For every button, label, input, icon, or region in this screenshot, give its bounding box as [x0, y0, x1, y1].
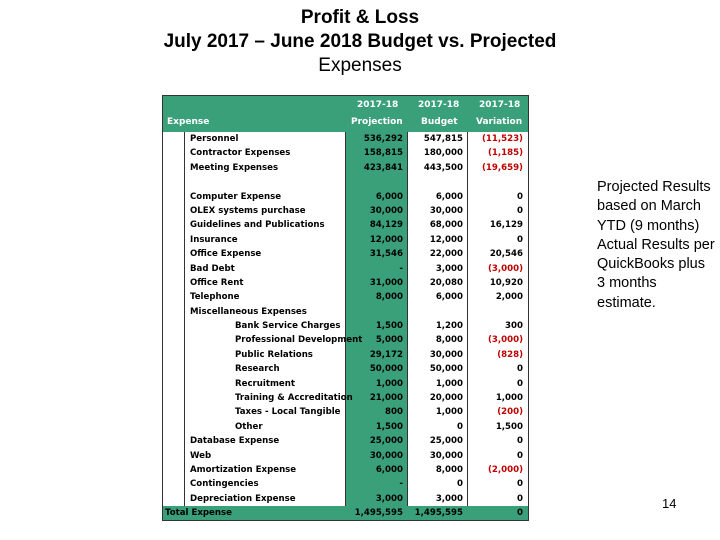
- row-budget: 8,000: [435, 335, 463, 346]
- row-projection: -: [399, 263, 403, 274]
- row-budget: 12,000: [429, 234, 463, 245]
- table-row: [163, 191, 528, 205]
- table-row: [163, 320, 528, 334]
- table-row: [163, 450, 528, 464]
- row-label: Bad Debt: [190, 263, 235, 274]
- row-projection: 31,000: [369, 277, 403, 288]
- row-variation: 0: [517, 450, 523, 461]
- page-subtitle-expenses: Expenses: [318, 55, 402, 76]
- table-row: [163, 291, 528, 305]
- row-projection: 158,815: [363, 148, 403, 159]
- row-label: Taxes - Local Tangible: [235, 407, 341, 418]
- table-header: [163, 96, 528, 132]
- row-budget: 30,000: [429, 349, 463, 360]
- row-label: Recruitment: [235, 378, 295, 389]
- header-variation-year: 2017-18: [479, 100, 521, 110]
- row-budget: 180,000: [423, 148, 463, 159]
- row-projection: 21,000: [369, 393, 403, 404]
- row-label: Contractor Expenses: [190, 148, 291, 159]
- row-label: Public Relations: [235, 349, 313, 360]
- row-budget: 30,000: [429, 205, 463, 216]
- row-variation: 1,500: [495, 421, 523, 432]
- row-variation: 0: [517, 364, 523, 375]
- row-projection: 3,000: [375, 493, 403, 504]
- row-label: Office Expense: [190, 249, 262, 260]
- page-number: 14: [662, 496, 677, 511]
- row-projection: 8,000: [375, 292, 403, 303]
- row-label: Telephone: [190, 292, 240, 303]
- row-variation: (3,000): [487, 263, 523, 274]
- table-row: [163, 277, 528, 291]
- row-variation: 0: [517, 378, 523, 389]
- table-row: [163, 406, 528, 420]
- row-budget: 3,000: [435, 493, 463, 504]
- row-projection: 800: [385, 407, 403, 418]
- row-variation: 300: [505, 321, 523, 332]
- row-projection: 6,000: [375, 191, 403, 202]
- row-budget: 30,000: [429, 450, 463, 461]
- projection-note: Projected Results based on March YTD (9 months) Actual Results per QuickBooks plus 3 months estimate.: [597, 179, 715, 311]
- row-projection: 50,000: [369, 364, 403, 375]
- row-variation: (3,000): [487, 335, 523, 346]
- table-row: [163, 306, 528, 320]
- row-budget: 20,000: [429, 393, 463, 404]
- row-budget: 6,000: [435, 191, 463, 202]
- row-budget: 68,000: [429, 220, 463, 231]
- row-label: Guidelines and Publications: [190, 220, 325, 231]
- row-budget: 1,000: [435, 407, 463, 418]
- row-label: Web: [190, 450, 212, 461]
- header-budget-year: 2017-18: [418, 100, 460, 110]
- header-projection: Projection: [351, 117, 403, 127]
- table-row: [163, 133, 528, 147]
- row-variation: 20,546: [489, 249, 523, 260]
- total-label: Total Expense: [165, 508, 232, 518]
- row-label: Personnel: [190, 134, 239, 144]
- table-row: [163, 263, 528, 277]
- row-budget: 443,500: [423, 162, 463, 173]
- row-projection: 30,000: [369, 450, 403, 461]
- row-label: Bank Service Charges: [235, 321, 341, 332]
- page-title: Profit & Loss: [300, 7, 420, 28]
- table-row: [163, 176, 528, 190]
- table-row: [163, 478, 528, 492]
- header-variation: Variation: [476, 117, 523, 127]
- row-budget: 3,000: [435, 263, 463, 274]
- row-projection: 12,000: [369, 234, 403, 245]
- row-variation: 1,000: [495, 393, 523, 404]
- row-variation: 10,920: [489, 277, 523, 288]
- row-projection: 1,000: [375, 378, 403, 389]
- row-projection: 25,000: [369, 436, 403, 447]
- row-label: Insurance: [190, 234, 238, 245]
- table-row: [163, 421, 528, 435]
- table-row: [163, 435, 528, 449]
- row-label: Miscellaneous Expenses: [190, 306, 307, 317]
- row-label: Professional Development: [235, 335, 363, 346]
- row-budget: 50,000: [429, 364, 463, 375]
- total-budget: 1,495,595: [414, 508, 463, 518]
- row-projection: 31,546: [369, 249, 403, 260]
- row-projection: -: [399, 479, 403, 490]
- row-variation: (2,000): [487, 464, 523, 475]
- row-budget: 25,000: [429, 436, 463, 447]
- table-row: [163, 493, 528, 507]
- row-variation: 0: [517, 205, 523, 216]
- row-variation: 0: [517, 479, 523, 490]
- table-row: [163, 392, 528, 406]
- row-projection: 423,841: [363, 162, 403, 173]
- row-variation: 0: [517, 436, 523, 447]
- table-row: [163, 147, 528, 161]
- row-label: Meeting Expenses: [190, 162, 279, 173]
- row-label: OLEX systems purchase: [190, 205, 306, 216]
- row-label: Amortization Expense: [190, 464, 297, 475]
- header-budget: Budget: [421, 117, 458, 127]
- row-label: Research: [235, 364, 280, 375]
- table-row: [163, 464, 528, 478]
- row-label: Other: [235, 421, 263, 432]
- row-variation: (1,185): [487, 148, 523, 159]
- row-label: Database Expense: [190, 436, 280, 447]
- row-variation: 16,129: [489, 220, 523, 231]
- header-expense: Expense: [167, 117, 210, 127]
- row-projection: 29,172: [369, 349, 403, 360]
- row-budget: 22,000: [429, 249, 463, 260]
- row-budget: 0: [457, 479, 463, 490]
- table-row: [163, 334, 528, 348]
- row-variation: (11,523): [481, 134, 523, 144]
- row-variation: (19,659): [481, 162, 523, 173]
- row-projection: 1,500: [375, 421, 403, 432]
- total-projection: 1,495,595: [354, 508, 403, 518]
- row-budget: 8,000: [435, 464, 463, 475]
- row-projection: 536,292: [363, 134, 403, 144]
- row-variation: 0: [517, 234, 523, 245]
- row-budget: 0: [457, 421, 463, 432]
- header-projection-year: 2017-18: [357, 100, 399, 110]
- row-projection: 5,000: [375, 335, 403, 346]
- row-variation: 0: [517, 191, 523, 202]
- row-variation: (828): [497, 349, 523, 360]
- row-budget: 6,000: [435, 292, 463, 303]
- row-label: Training & Accreditation: [235, 393, 353, 404]
- table-row: [163, 205, 528, 219]
- row-budget: 1,000: [435, 378, 463, 389]
- table-row: [163, 234, 528, 248]
- total-row: [163, 506, 528, 520]
- row-label: Office Rent: [190, 277, 244, 288]
- table-body: [163, 133, 528, 507]
- row-variation: 2,000: [495, 292, 523, 303]
- table-row: [163, 248, 528, 262]
- row-projection: 6,000: [375, 464, 403, 475]
- row-projection: 30,000: [369, 205, 403, 216]
- row-variation: 0: [517, 493, 523, 504]
- row-label: Depreciation Expense: [190, 493, 296, 504]
- row-budget: 547,815: [423, 134, 463, 144]
- table-row: [163, 363, 528, 377]
- row-label: Contingencies: [190, 479, 259, 490]
- row-variation: (200): [497, 407, 523, 418]
- row-projection: 1,500: [375, 321, 403, 332]
- row-budget: 20,080: [429, 277, 463, 288]
- row-label: Computer Expense: [190, 191, 282, 202]
- page-subtitle: July 2017 – June 2018 Budget vs. Projected: [163, 31, 557, 52]
- expense-table: [162, 95, 529, 521]
- table-row: [163, 349, 528, 363]
- table-row: [163, 162, 528, 176]
- row-budget: 1,200: [435, 321, 463, 332]
- table-row: [163, 378, 528, 392]
- total-variation: 0: [517, 508, 523, 518]
- table-row: [163, 219, 528, 233]
- row-projection: 84,129: [369, 220, 403, 231]
